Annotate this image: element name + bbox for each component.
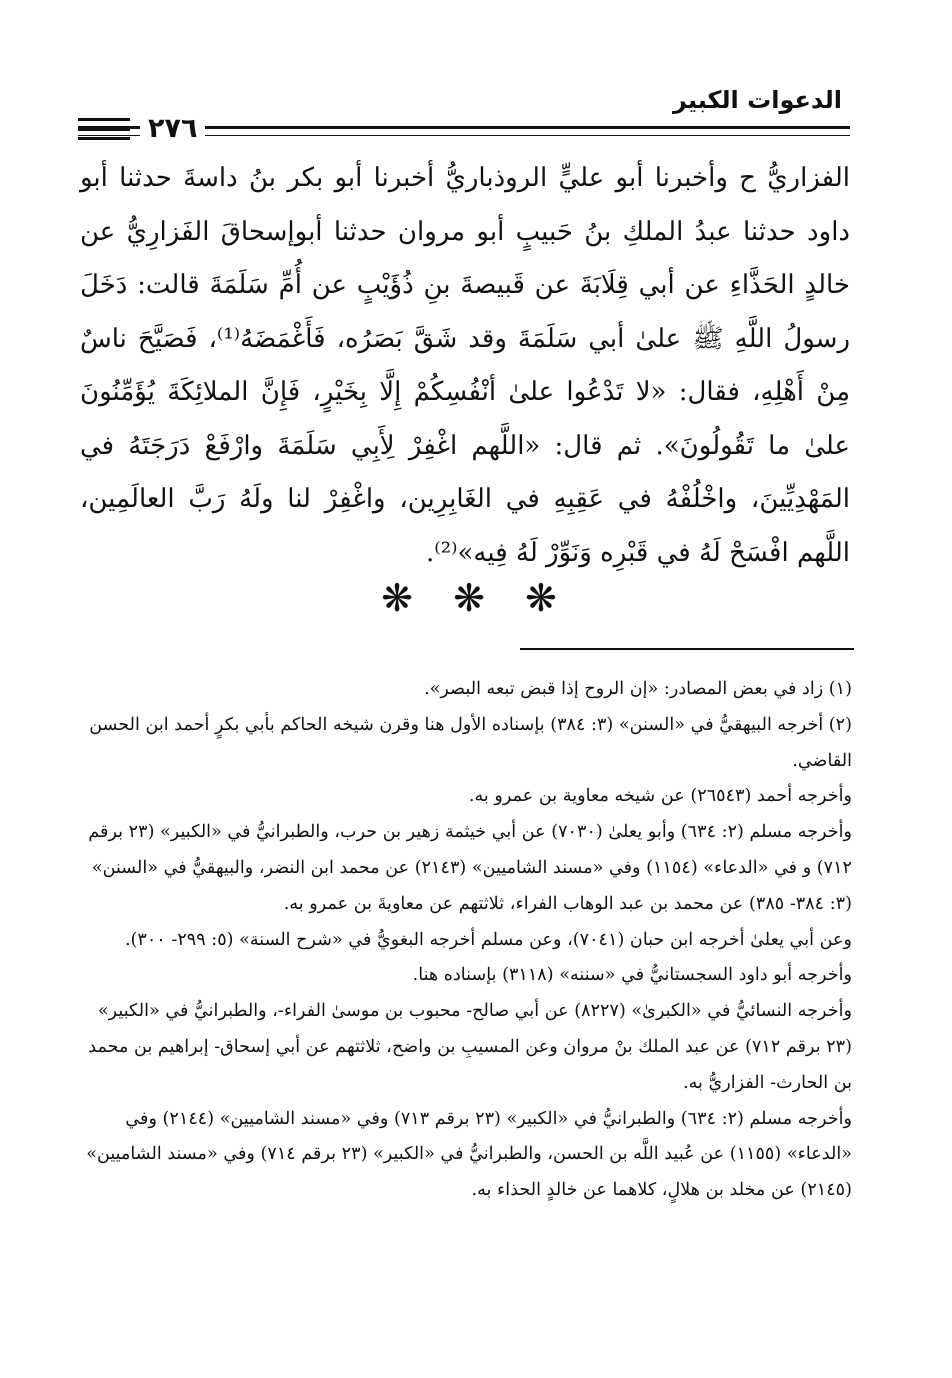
footnote-2-part: وأخرجه النسائيُّ في «الكبرىٰ» (٨٢٢٧) عن أبي صالح- محبوب بن موسىٰ الفراء-، والطبرانيُّ في «الكبير» (٢٣ برقم ٧١٢) عن عبد الملك بنْ مروان وعن المسيبِ بن واضح، ثلاثتهم عن أبي إسحاق- إبراهيم بن محمد بن الحارث- الفزاريُّ به. (88, 1001, 852, 1093)
footnote-2: (٢) أخرجه البيهقيُّ في «السنن» (٣: ٣٨٤) بإسناده الأول هنا وقرن شيخه الحاكم بأبي بكرٍ أحمد ابن الحسن القاضي. (89, 714, 852, 771)
decorative-bars (78, 118, 130, 140)
main-text (80, 152, 850, 580)
footnote-2-part: وأخرجه مسلم (٢: ٦٣٤) والطبرانيُّ في «الكبير» (٢٣ برقم ٧١٣) وفي «مسند الشاميين» (٢١٤٤) وفي «الدعاء» (١١٥٥) عن عُبيد اللَّه بن الحسن، والطبرانيُّ في «الكبير» (٢٣ برقم ٧١٤) وفي «مسند الشاميين» (٢١٤٥) عن مخلد بن هلالٍ، كلاهما عن خالدٍ الحذاء به. (86, 1108, 852, 1201)
footnotes (82, 672, 852, 1209)
footnote-2-part: وأخرجه مسلم (٢: ٦٣٤) وأبو يعلىٰ (٧٠٣٠) عن أبي خيثمة زهير بن حرب، والطبرانيُّ في «الكبير» (٢٣ برقم ٧١٢) و في «الدعاء» (١١٥٤) وفي «مسند الشاميين» (٢١٤٣) عن محمد ابن النضر، والبيهقيُّ في «السنن» (٣: ٣٨٤- ٣٨٥) عن محمد بن عبد الوهاب الفراء، ثلاثتهم عن معاويةَ بن عمرو به. (88, 822, 852, 914)
running-title: الدعوات الكبير (673, 86, 842, 114)
hadith-paragraph: الفزاريُّ ح وأخبرنا أبو عليٍّ الروذباريُّ أخبرنا أبو بكر بنُ داسةَ حدثنا أبو داود حدثنا عبدُ الملكِ بنُ حَبيبٍ أبو مروان حدثنا أبوإسحاقَ الفَزارِيُّ عن خالدٍ الحَذَّاءِ عن أبي قِلَابَةَ عن قَبيصةَ بنِ ذُؤَيْبٍ عن أُمِّ سَلَمَةَ قالت: دَخَلَ رسولُ اللَّهِ ﷺ علىٰ أبي سَلَمَةَ وقد شَقَّ بَصَرُه، فَأَغْمَضَهُ⁽¹⁾، فَصَيَّحَ ناسٌ مِنْ أَهْلِهِ، فقال: «لا تَدْعُوا علىٰ أنْفُسِكُمْ إِلَّا بِخَيْرٍ، فَإِنَّ الملائِكَةَ يُؤَمِّنُونَ علىٰ ما تَقُولُونَ». ثم قال: «اللَّهم اغْفِرْ لِأَبِي سَلَمَةَ وارْفَعْ دَرَجَتَهُ في المَهْدِيِّينَ، واخْلُفْهُ في عَقِبِهِ في الغَابِرِين، واغْفِرْ لنا ولَهُ رَبَّ العالَمِين، اللَّهم افْسَحْ لَهُ في قَبْرِه وَنَوِّرْ لَهُ فِيه»⁽²⁾. (80, 163, 850, 568)
footnote-2-part: وأخرجه أحمد (٢٦٥٤٣) عن شيخه معاوية بن عمرو به. (468, 786, 852, 807)
page-header (78, 78, 850, 148)
footnote-2-part: وعن أبي يعلىٰ أخرجه ابن حبان (٧٠٤١)، وعن مسلم أخرجه البغويُّ في «شرح السنة» (٥: ٢٩٩- ٣٠٠). وأخرجه أبو داود السجستانيُّ في «سننه» (٣١١٨) بإسناده هنا. (124, 929, 852, 986)
section-separator: ❋ ❋ ❋ (381, 576, 571, 620)
page-number: ٢٧٦ (140, 112, 205, 146)
footnote-1: (١) زاد في بعض المصادر: «إن الروح إذا قبض تبعه البصر». (424, 679, 852, 699)
footnote-rule (520, 648, 854, 650)
